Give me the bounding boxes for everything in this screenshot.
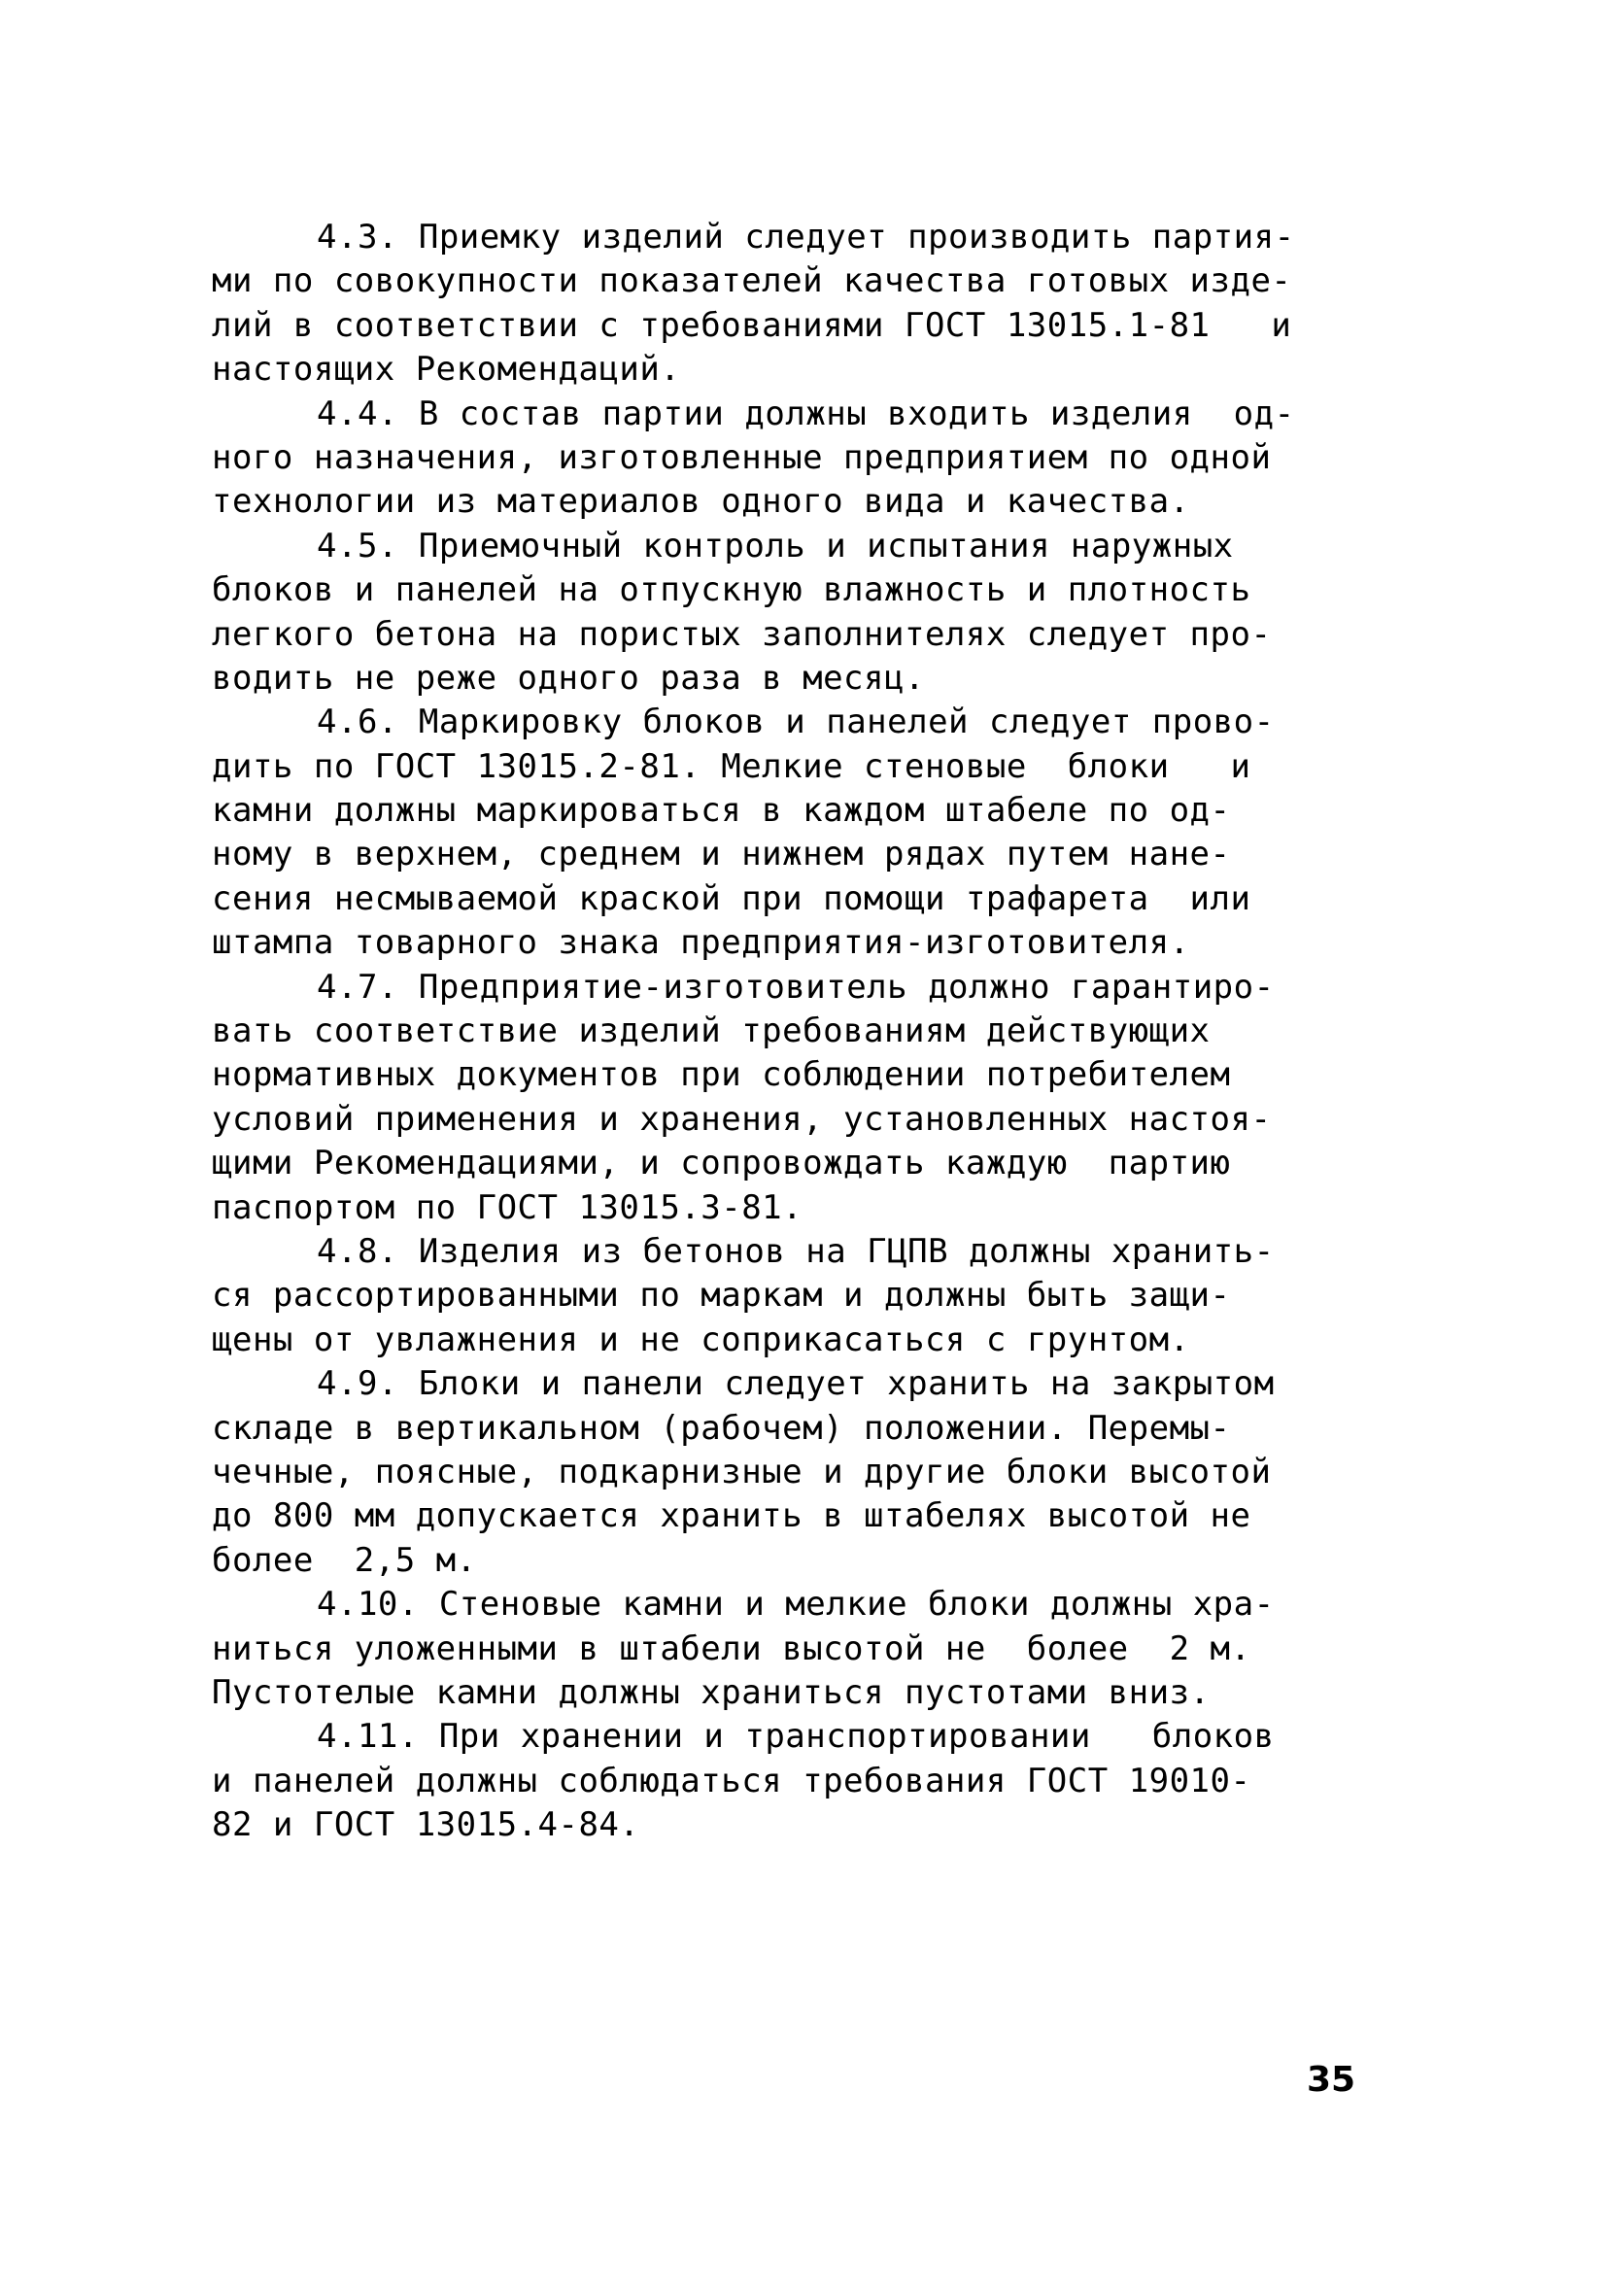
paragraph-4-9 <box>212 1362 1387 1583</box>
paragraph-line: 4.6. Маркировку блоков и панелей следует прово- <box>317 703 1275 742</box>
document-body <box>212 216 1387 1847</box>
paragraph-line: технологии из материалов одного вида и качества. <box>212 482 1190 522</box>
paragraph-line: паспортом по ГОСТ 13015.3-81. <box>212 1187 803 1227</box>
paragraph-line: 4.7. Предприятие-изготовитель должно гарантиро- <box>317 967 1275 1007</box>
paragraph-line: 4.4. В состав партии должны входить изделия од- <box>317 394 1295 433</box>
paragraph-line: 4.5. Приемочный контроль и испытания наружных <box>317 526 1234 565</box>
paragraph-line: щими Рекомендациями, и сопровождать каждую партию <box>212 1144 1231 1183</box>
paragraph-line: ного назначения, изготовленные предприятием по одной <box>212 437 1272 477</box>
paragraph-line: более 2,5 м. <box>212 1540 477 1580</box>
paragraph-line: чечные, поясные, подкарнизные и другие блоки высотой <box>212 1452 1272 1491</box>
paragraph-line: ся рассортированными по маркам и должны быть защи- <box>212 1276 1231 1316</box>
paragraph-line: водить не реже одного раза в месяц. <box>212 658 925 698</box>
paragraph-4-4 <box>212 393 1387 525</box>
paragraph-4-11 <box>212 1715 1387 1847</box>
paragraph-line: сения несмываемой краской при помощи трафарета или <box>212 878 1251 918</box>
paragraph-line: легкого бетона на пористых заполнителях следует про- <box>212 614 1272 654</box>
paragraph-4-5 <box>212 525 1387 702</box>
paragraph-line: штампа товарного знака предприятия-изготовителя. <box>212 923 1190 963</box>
page-number: 35 <box>1307 2060 1356 2100</box>
paragraph-4-3 <box>212 216 1387 393</box>
paragraph-4-6 <box>212 701 1387 965</box>
paragraph-line: до 800 мм допускается хранить в штабелях высотой не <box>212 1496 1251 1536</box>
paragraph-line: 4.10. Стеновые камни и мелкие блоки должны хра- <box>317 1585 1275 1625</box>
paragraph-line: 4.3. Приемку изделий следует производить партия- <box>317 218 1295 257</box>
paragraph-line: лий в соответствии с требованиями ГОСТ 13015.1-81 и <box>212 305 1292 345</box>
paragraph-line: дить по ГОСТ 13015.2-81. Мелкие стеновые блоки и <box>212 746 1251 786</box>
paragraph-line: складе в вертикальном (рабочем) положении. Перемы- <box>212 1408 1231 1448</box>
paragraph-line: блоков и панелей на отпускную влажность и плотность <box>212 570 1251 610</box>
paragraph-line: 4.11. При хранении и транспортировании блоков <box>317 1717 1275 1757</box>
paragraph-line: настоящих Рекомендаций. <box>212 350 681 390</box>
paragraph-line: камни должны маркироваться в каждом штабеле по од- <box>212 791 1231 831</box>
paragraph-line: 82 и ГОСТ 13015.4-84. <box>212 1805 640 1845</box>
paragraph-line: нормативных документов при соблюдении потребителем <box>212 1055 1231 1095</box>
paragraph-line: условий применения и хранения, установленных настоя- <box>212 1099 1272 1139</box>
paragraph-line: ному в верхнем, среднем и нижнем рядах путем нане- <box>212 835 1231 874</box>
paragraph-line: ниться уложенными в штабели высотой не более 2 м. <box>212 1628 1251 1668</box>
paragraph-line: 4.9. Блоки и панели следует хранить на закрытом <box>317 1364 1275 1404</box>
paragraph-4-8 <box>212 1230 1387 1362</box>
paragraph-line: вать соответствие изделий требованиям действующих <box>212 1011 1211 1051</box>
paragraph-line: 4.8. Изделия из бетонов на ГЦПВ должны хранить- <box>317 1231 1275 1271</box>
paragraph-4-7 <box>212 966 1387 1230</box>
paragraph-4-10 <box>212 1583 1387 1715</box>
paragraph-line: и панелей должны соблюдаться требования ГОСТ 19010- <box>212 1761 1251 1800</box>
paragraph-line: щены от увлажнения и не соприкасаться с грунтом. <box>212 1319 1190 1359</box>
paragraph-line: ми по совокупности показателей качества готовых изде- <box>212 261 1292 301</box>
paragraph-line: Пустотелые камни должны храниться пустотами вниз. <box>212 1672 1211 1712</box>
